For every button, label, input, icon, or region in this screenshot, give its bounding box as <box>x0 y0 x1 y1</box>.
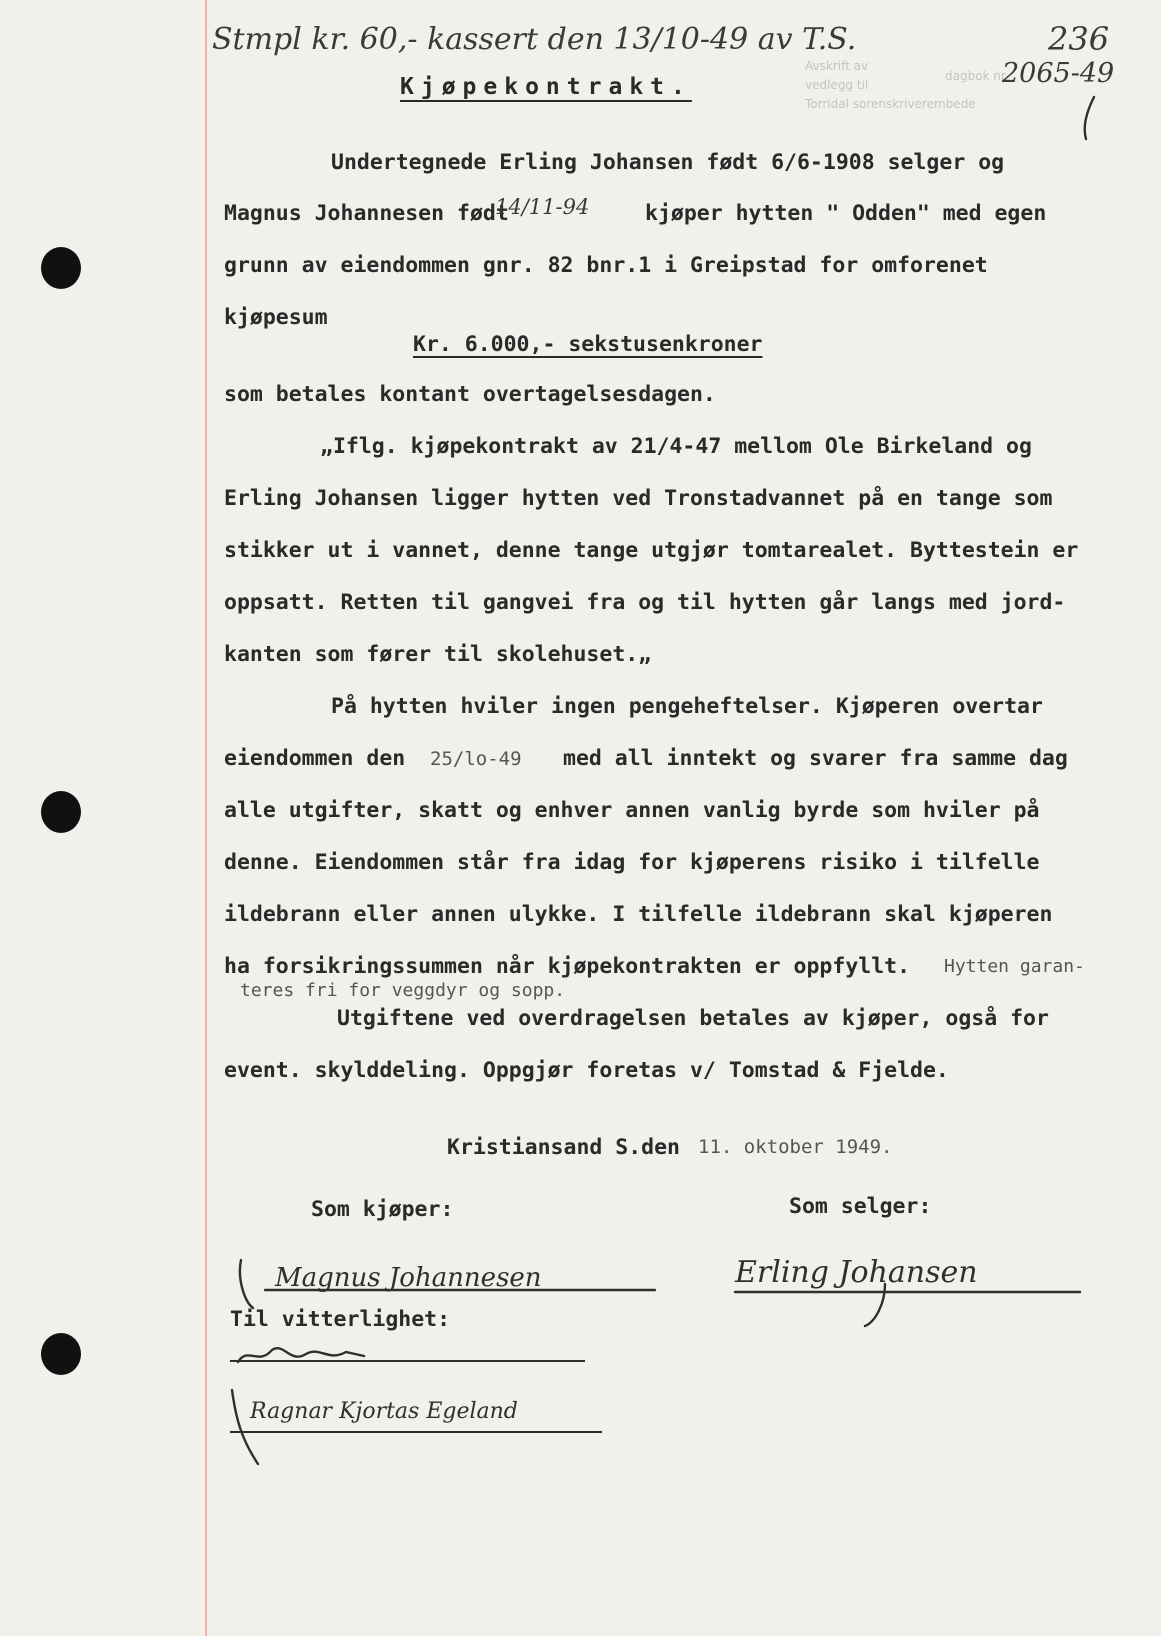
handwritten-birth-date: 14/11-94 <box>495 195 590 219</box>
text-line: kjøpesum <box>224 305 328 330</box>
text-line: med all inntekt og svarer fra samme dag <box>563 746 1068 771</box>
typed-addition: teres fri for veggdyr og sopp. <box>240 980 566 1001</box>
takeover-date: 25/lo-49 <box>430 748 522 770</box>
date-typed: 11. oktober 1949. <box>698 1136 893 1158</box>
typed-addition: Hytten garan- <box>944 956 1085 977</box>
text-line: På hytten hviler ingen pengeheftelser. Kjøperen overtar <box>331 694 1043 719</box>
registration-number: 2065-49 <box>1002 58 1115 89</box>
text-line: kjøper hytten " Odden" med egen <box>645 201 1047 226</box>
text-line: eiendommen den <box>224 746 406 771</box>
purchase-price: Kr. 6.000,- sekstusenkroner <box>413 332 763 357</box>
text-line: oppsatt. Retten til gangvei fra og til hytten går langs med jord- <box>224 590 1066 615</box>
seller-signature <box>735 1240 1095 1330</box>
text-line: Undertegnede Erling Johansen født 6/6-1908 selger og <box>331 150 1005 175</box>
witness-signature-2 <box>228 1380 608 1470</box>
buyer-label: Som kjøper: <box>311 1197 454 1222</box>
witness-signature-text: Ragnar Kjortas Egeland <box>250 1399 518 1424</box>
stamp-line: Torridal sorenskriverembede <box>805 97 976 111</box>
witness-line <box>230 1360 585 1362</box>
witness-signature-1 <box>228 1340 588 1370</box>
stamp-line: Avskrift av <box>805 59 869 73</box>
place-text: Kristiansand S.den <box>447 1135 680 1160</box>
text-line: ildebrann eller annen ulykke. I tilfelle ildebrann skal kjøperen <box>224 902 1053 927</box>
text-line: stikker ut i vannet, denne tange utgjør tomtarealet. Byttestein er <box>224 538 1079 563</box>
text-line: Magnus Johannesen født <box>224 201 509 226</box>
stamp-line: vedlegg til <box>805 78 869 92</box>
punch-hole <box>41 247 81 289</box>
witness-line <box>230 1431 602 1433</box>
seller-label: Som selger: <box>789 1194 932 1219</box>
text-line: ha forsikringssummen når kjøpekontrakten er oppfyllt. <box>224 954 911 979</box>
margin-rule <box>205 0 207 1636</box>
registry-stamp <box>805 57 1075 114</box>
stamp-line: dagbok nr. <box>945 69 1009 83</box>
document-title: Kjøpekontrakt. <box>400 74 692 100</box>
witness-label: Til vitterlighet: <box>230 1307 451 1332</box>
text-line: Erling Johansen ligger hytten ved Tronstadvannet på en tange som <box>224 486 1053 511</box>
punch-hole <box>41 791 81 833</box>
text-line: kanten som fører til skolehuset.„ <box>224 642 652 667</box>
page-number: 236 <box>1048 20 1110 58</box>
text-line: denne. Eiendommen står fra idag for kjøperens risiko i tilfelle <box>224 850 1040 875</box>
stamp-duty-annotation: Stmpl kr. 60,- kassert den 13/10-49 av T.S. <box>212 22 857 57</box>
text-line: grunn av eiendommen gnr. 82 bnr.1 i Greipstad for omforenet <box>224 253 988 278</box>
punch-hole <box>41 1333 81 1375</box>
text-line: „Iflg. kjøpekontrakt av 21/4-47 mellom Ole Birkeland og <box>320 434 1032 459</box>
text-line: som betales kontant overtagelsesdagen. <box>224 382 716 407</box>
buyer-signature <box>235 1250 665 1310</box>
checkmark-icon <box>1080 95 1100 145</box>
text-line: event. skylddeling. Oppgjør foretas v/ Tomstad & Fjelde. <box>224 1058 949 1083</box>
text-line: alle utgifter, skatt og enhver annen vanlig byrde som hviler på <box>224 798 1040 823</box>
seller-signature-text: Erling Johansen <box>735 1255 978 1290</box>
text-line: Utgiftene ved overdragelsen betales av kjøper, også for <box>337 1006 1049 1031</box>
buyer-signature-text: Magnus Johannesen <box>275 1263 542 1293</box>
